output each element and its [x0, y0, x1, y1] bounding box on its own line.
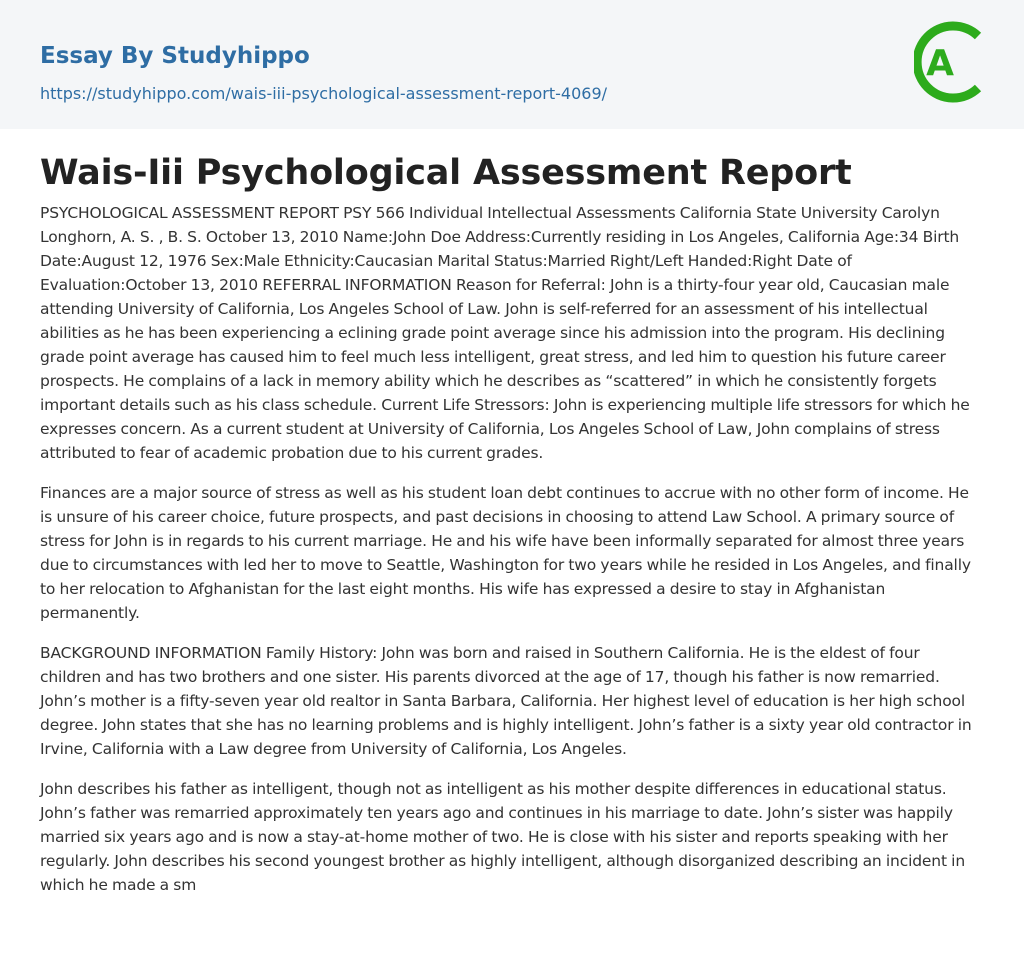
brand-title: Essay By Studyhippo [40, 43, 310, 69]
paragraph-2: Finances are a major source of stress as well as his student loan debt continues to accrue with no other form of income. He is unsure of his career choice, future prospects, and past decisions in choosing to attend Law School. A primary source of stress for John is in regards to his current marriage. He and his wife have been informally separated for almost three years due to circumstances with led her to move to Seattle, Washington for two years while he resided in Los Angeles, and finally to her relocation to Afghanistan for the last eight months. His wife has expressed a desire to stay in Afghanistan permanently. [40, 484, 971, 622]
paragraph-1: PSYCHOLOGICAL ASSESSMENT REPORT PSY 566 Individual Intellectual Assessments California State University Carolyn Longhorn, A. S. , B. S. October 13, 2010 Name:John Doe Address:Currently residing in Los Angeles, California Age:34 Birth Date:August 12, 1976 Sex:Male Ethnicity:Caucasian Marital Status:Married Right/Left Handed:Right Date of Evaluation:October 13, 2010 REFERRAL INFORMATION Reason for Referral: John is a thirty-four year old, Caucasian male attending University of California, Los Angeles School of Law. John is self-referred for an assessment of his intellectual abilities as he has been experiencing a eclining grade point average since his admission into the program. His declining grade point average has caused him to feel much less intelligent, great stress, and led him to question his future career prospects. He complains of a lack in memory ability which he describes as “scattered” in which he consistently forgets important details such as his class schedule. Current Life Stressors: John is experiencing multiple life stressors for which he expresses concern. As a current student at University of California, Los Angeles School of Law, John complains of stress attributed to fear of academic probation due to his current grades. [40, 204, 970, 462]
article-url-link[interactable]: https://studyhippo.com/wais-iii-psychological-assessment-report-4069/ [40, 84, 608, 103]
site-header [0, 0, 1024, 129]
page-title: Wais-Iii Psychological Assessment Report [40, 153, 852, 193]
article [0, 151, 1024, 897]
logo-letter: A [926, 43, 954, 84]
paragraph-3: BACKGROUND INFORMATION Family History: John was born and raised in Southern California. He is the eldest of four children and has two brothers and one sister. His parents divorced at the age of 17, though his father is now remarried. John’s mother is a fifty-seven year old realtor in Santa Barbara, California. Her highest level of education is her high school degree. John states that she has no learning problems and is highly intelligent. John’s father is a sixty year old contractor in Irvine, California with a Law degree from University of California, Los Angeles. [40, 644, 972, 758]
paragraph-4: John describes his father as intelligent, though not as intelligent as his mother despite differences in educational status. John’s father was remarried approximately ten years ago and continues in his marriage to date. John’s sister was happily married six years ago and is now a stay-at-home mother of two. He is close with his sister and reports speaking with her regularly. John describes his second youngest brother as highly intelligent, although disorganized describing an incident in which he made a sm [40, 780, 966, 894]
studyhippo-logo-icon[interactable] [914, 19, 986, 105]
